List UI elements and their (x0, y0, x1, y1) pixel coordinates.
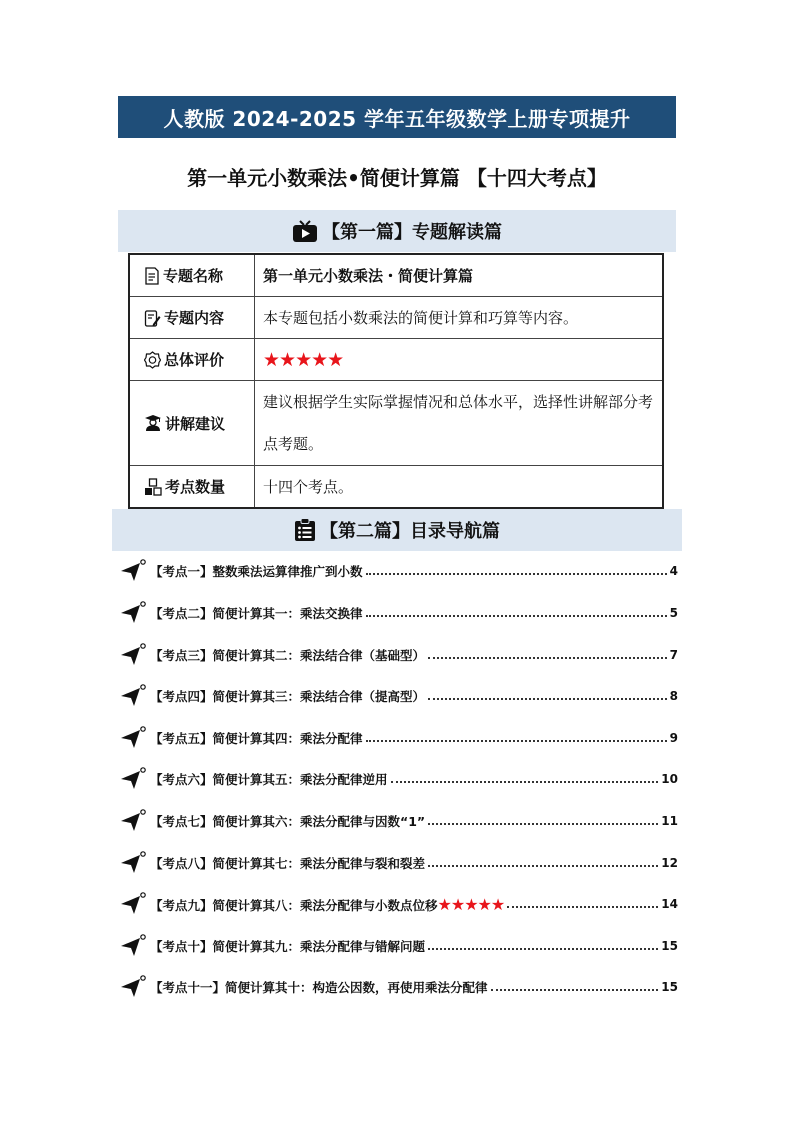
toc-page-number: 4 (669, 564, 678, 578)
pointer-arrow-icon (118, 559, 146, 583)
info-key: 专题名称 (163, 267, 224, 285)
toc-entry-title: 【考点二】简便计算其一：乘法交换律 (150, 606, 363, 621)
toc-page-number: 5 (669, 606, 678, 620)
toc-entry-label[interactable] (146, 729, 363, 747)
document-banner (118, 96, 676, 138)
toc-entry[interactable] (118, 934, 678, 958)
toc-leader-dots (507, 906, 658, 908)
document-icon (144, 267, 160, 285)
toc-entry-title: 【考点十】简便计算其九：乘法分配律与错解问题 (150, 939, 426, 954)
table-row (129, 297, 663, 339)
info-key: 讲解建议 (165, 414, 226, 433)
rating-stars: ★★★★★ (263, 348, 344, 371)
info-value: 十四个考点。 (255, 466, 664, 509)
toc-entry-label[interactable] (146, 770, 388, 788)
banner-title: 人教版 2024-2025 学年五年级数学上册专项提升 (163, 106, 631, 131)
toc-leader-dots (391, 781, 659, 783)
toc-entry-title: 【考点三】简便计算其二：乘法结合律（基础型） (150, 648, 426, 663)
toc-entry[interactable] (118, 601, 678, 625)
toc-entry-label[interactable] (146, 978, 488, 996)
info-key: 考点数量 (165, 478, 226, 496)
info-key-cell (129, 254, 255, 297)
toc-page-number: 9 (669, 731, 678, 745)
pointer-arrow-icon (118, 809, 146, 833)
toc-page-number: 8 (669, 689, 678, 703)
toc-entry[interactable] (118, 892, 678, 916)
pointer-arrow-icon (118, 643, 146, 667)
toc-entry-label[interactable] (146, 562, 363, 580)
pointer-arrow-icon (118, 975, 146, 999)
info-key-cell (129, 381, 255, 466)
info-key: 专题内容 (164, 309, 225, 327)
toc-leader-dots (428, 657, 667, 659)
toc-entry-label[interactable] (146, 812, 425, 830)
toc-entry[interactable] (118, 726, 678, 750)
edit-note-icon (144, 309, 161, 327)
toc-entry-title: 【考点四】简便计算其三：乘法结合律（提高型） (150, 689, 426, 704)
table-row (129, 339, 663, 381)
section-header-toc (112, 509, 682, 551)
clipboard-list-icon (294, 518, 316, 542)
pointer-arrow-icon (118, 726, 146, 750)
table-row (129, 254, 663, 297)
toc-leader-dots (366, 615, 667, 617)
toc-entry[interactable] (118, 643, 678, 667)
tv-icon (292, 219, 318, 243)
badge-icon (144, 351, 161, 369)
toc-entry-label[interactable] (146, 604, 363, 622)
toc-entry-title: 【考点六】简便计算其五：乘法分配律逆用 (150, 772, 388, 787)
toc-entry-label[interactable] (146, 854, 425, 872)
toc-entry-label[interactable] (146, 937, 425, 955)
document-subtitle (118, 160, 676, 192)
section-title: 【第一篇】专题解读篇 (322, 222, 502, 243)
toc-entry-title: 【考点九】简便计算其八：乘法分配律与小数点位移 (150, 897, 438, 913)
toc-page-number: 11 (661, 814, 678, 828)
pointer-arrow-icon (118, 851, 146, 875)
toc-entry-title: 【考点八】简便计算其七：乘法分配律与裂和裂差 (150, 856, 426, 871)
blocks-icon (144, 478, 162, 496)
table-row (129, 381, 663, 466)
toc-leader-dots (366, 573, 667, 575)
toc-page-number: 7 (669, 648, 678, 662)
rating-stars: ★★★★★ (437, 894, 505, 914)
toc-entry-label[interactable] (146, 687, 425, 705)
toc-leader-dots (428, 698, 667, 700)
toc-entry[interactable] (118, 809, 678, 833)
toc-leader-dots (428, 948, 658, 950)
toc-entry[interactable] (118, 851, 678, 875)
section-title: 【第二篇】目录导航篇 (320, 521, 500, 542)
section-header-interpretation (118, 210, 676, 252)
pointer-arrow-icon (118, 684, 146, 708)
toc-leader-dots (491, 989, 659, 991)
info-value: 本专题包括小数乘法的简便计算和巧算等内容。 (255, 297, 664, 339)
info-value-cell (255, 339, 664, 381)
info-key-cell (129, 466, 255, 509)
info-value-cell (255, 381, 664, 466)
toc-entry[interactable] (118, 767, 678, 791)
toc-entry-title: 【考点十一】简便计算其十：构造公因数，再使用乘法分配律 (150, 980, 488, 995)
pointer-arrow-icon (118, 892, 146, 916)
toc-page-number: 14 (661, 897, 678, 911)
toc-entry[interactable] (118, 684, 678, 708)
info-value-line: 点考题。 (263, 435, 324, 453)
toc-entry-title: 【考点五】简便计算其四：乘法分配律 (150, 731, 363, 746)
info-key-cell (129, 297, 255, 339)
pointer-arrow-icon (118, 767, 146, 791)
toc-entry-label[interactable] (146, 646, 425, 664)
info-value-line: 建议根据学生实际掌握情况和总体水平，选择性讲解部分考 (263, 393, 654, 411)
toc-entry[interactable] (118, 559, 678, 583)
toc-page-number: 10 (661, 772, 678, 786)
topic-info-table (128, 253, 664, 509)
table-row (129, 466, 663, 509)
toc-leader-dots (366, 740, 667, 742)
toc-leader-dots (428, 823, 658, 825)
info-key-cell (129, 339, 255, 381)
toc-entry-label[interactable] (146, 895, 504, 914)
toc-page-number: 12 (661, 856, 678, 870)
toc-entry-title: 【考点一】整数乘法运算律推广到小数 (150, 564, 363, 579)
teacher-icon (144, 414, 162, 432)
info-key: 总体评价 (164, 351, 225, 369)
toc-leader-dots (428, 865, 658, 867)
pointer-arrow-icon (118, 934, 146, 958)
pointer-arrow-icon (118, 601, 146, 625)
toc-entry-title: 【考点七】简便计算其六：乘法分配律与因数“1” (150, 814, 426, 829)
toc-page-number: 15 (661, 980, 678, 994)
toc-entry[interactable] (118, 975, 678, 999)
toc-page-number: 15 (661, 939, 678, 953)
info-value: 第一单元小数乘法・简便计算篇 (255, 254, 664, 297)
subtitle-text: 第一单元小数乘法•简便计算篇 【十四大考点】 (187, 165, 607, 190)
